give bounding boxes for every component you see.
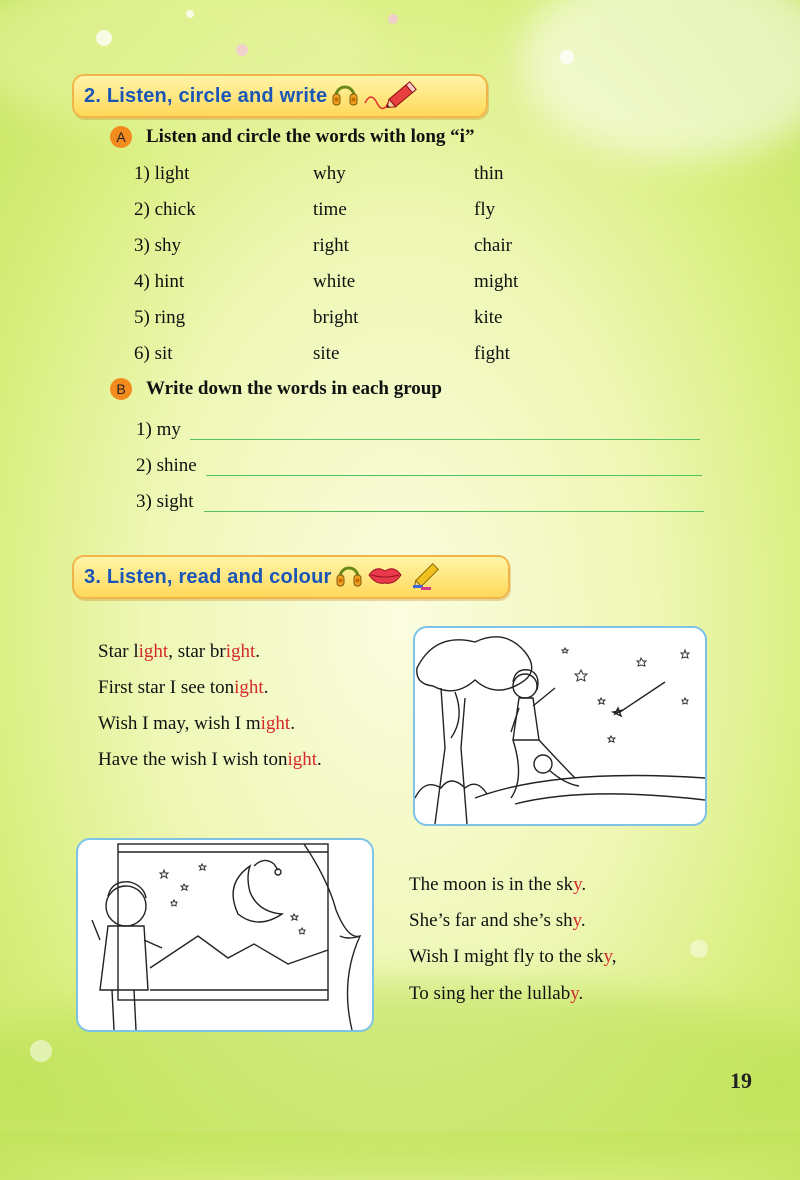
word-cell[interactable]: 4) hint (134, 271, 185, 292)
girl-under-tree-illustration (415, 628, 705, 824)
write-line-label: 3) sight (136, 491, 194, 512)
part-a-instruction: Listen and circle the words with long “i” (146, 126, 475, 147)
headphones-icon (335, 561, 363, 594)
poem-1-line: Star light, star bright. (98, 641, 261, 662)
word-cell[interactable]: why (313, 163, 346, 184)
write-line-label: 1) my (136, 419, 181, 440)
word-cell[interactable]: thin (474, 163, 504, 184)
poem-1-line: First star I see tonight. (98, 677, 269, 698)
coloring-picture-girl-under-tree[interactable] (413, 626, 707, 826)
word-cell[interactable]: 6) sit (134, 343, 173, 364)
word-cell[interactable]: 5) ring (134, 307, 186, 328)
sparkle-dot (560, 50, 574, 64)
badge-a: A (110, 126, 132, 148)
poem-2-line: The moon is in the sky. (409, 874, 587, 895)
poem-2-line: Wish I might fly to the sky, (409, 946, 617, 967)
page-number: 19 (730, 1068, 752, 1093)
sparkle-dot (388, 14, 398, 24)
badge-b: B (110, 378, 132, 400)
sparkle-dot (690, 940, 708, 958)
word-cell[interactable]: site (313, 343, 340, 364)
headphones-icon (331, 80, 359, 113)
section-3-header (72, 555, 510, 599)
section-2-title: 2. Listen, circle and write (84, 84, 328, 107)
sparkle-dot (236, 44, 248, 56)
poem-2-line: To sing her the lullaby. (409, 983, 584, 1004)
background-glow (520, 0, 800, 160)
crayon-icon (407, 559, 447, 596)
part-b-instruction: Write down the words in each group (146, 378, 442, 399)
word-cell[interactable]: fly (474, 199, 496, 220)
word-cell[interactable]: kite (474, 307, 503, 328)
word-cell[interactable]: chair (474, 235, 512, 256)
word-cell[interactable]: fight (474, 343, 510, 364)
sparkle-dot (186, 10, 194, 18)
word-cell[interactable]: bright (313, 307, 359, 328)
sparkle-dot (30, 1040, 52, 1062)
write-line-input[interactable] (206, 475, 702, 476)
sparkle-dot (96, 30, 112, 46)
coloring-picture-boy-at-window[interactable] (76, 838, 374, 1032)
word-cell[interactable]: might (474, 271, 519, 292)
write-line-input[interactable] (204, 511, 704, 512)
pencil-icon (363, 77, 421, 116)
write-line-label: 2) shine (136, 455, 197, 476)
lips-icon (367, 564, 403, 591)
word-cell[interactable]: 1) light (134, 163, 190, 184)
word-cell[interactable]: time (313, 199, 347, 220)
poem-1-line: Wish I may, wish I might. (98, 713, 295, 734)
word-cell[interactable]: right (313, 235, 349, 256)
boy-at-window-illustration (78, 840, 372, 1030)
word-cell[interactable]: 3) shy (134, 235, 181, 256)
poem-1-line: Have the wish I wish tonight. (98, 749, 322, 770)
poem-2-line: She’s far and she’s shy. (409, 910, 586, 931)
write-line-input[interactable] (190, 439, 700, 440)
section-2-header (72, 74, 488, 118)
word-cell[interactable]: 2) chick (134, 199, 196, 220)
section-3-title: 3. Listen, read and colour (84, 565, 332, 588)
word-cell[interactable]: white (313, 271, 356, 292)
